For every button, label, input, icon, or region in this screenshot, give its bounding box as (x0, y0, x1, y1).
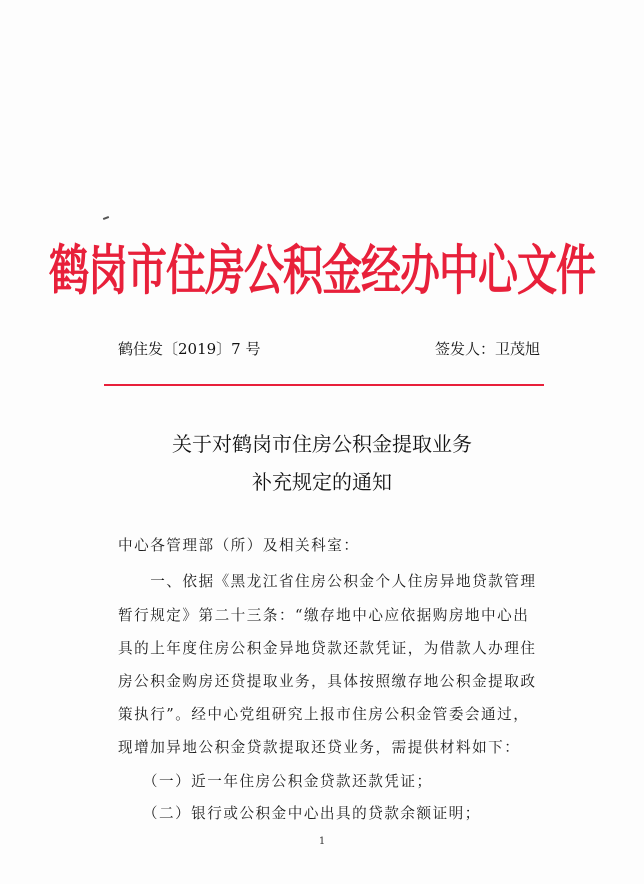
red-divider (104, 384, 544, 386)
body-line: 暂行规定》第二十三条：“缴存地中心应依据购房地中心出 (118, 607, 530, 624)
notice-title-line-1: 关于对鹤岗市住房公积金提取业务 (172, 432, 472, 456)
body-line: （一）近一年住房公积金贷款还款凭证； (118, 773, 433, 790)
body-line: 中心各管理部（所）及相关科室： (118, 537, 360, 554)
body-line: （二）银行或公积金中心出具的贷款余额证明； (118, 805, 481, 822)
body-line: 策执行”。经中心党组研究上报市住房公积金管委会通过， (118, 706, 530, 723)
body-line: 具的上年度住房公积金异地贷款还款凭证，为借款人办理住 (118, 640, 537, 657)
signer: 签发人：卫茂旭 (434, 340, 540, 358)
body-line: 现增加异地公积金贷款提取还贷业务，需提供材料如下： (118, 739, 521, 756)
notice-title-line-2: 补充规定的通知 (252, 470, 392, 494)
page-number: 1 (318, 836, 326, 847)
document-header-title: 鹤岗市住房公积金经办中心文件 (49, 240, 595, 303)
scan-mark (103, 216, 109, 220)
body-line: 一、依据《黑龙江省住房公积金个人住房异地贷款管理 (118, 573, 537, 590)
body-line: 房公积金购房还贷提取业务，具体按照缴存地公积金提取政 (118, 673, 537, 690)
document-number: 鹤住发〔2019〕7 号 (118, 340, 261, 358)
